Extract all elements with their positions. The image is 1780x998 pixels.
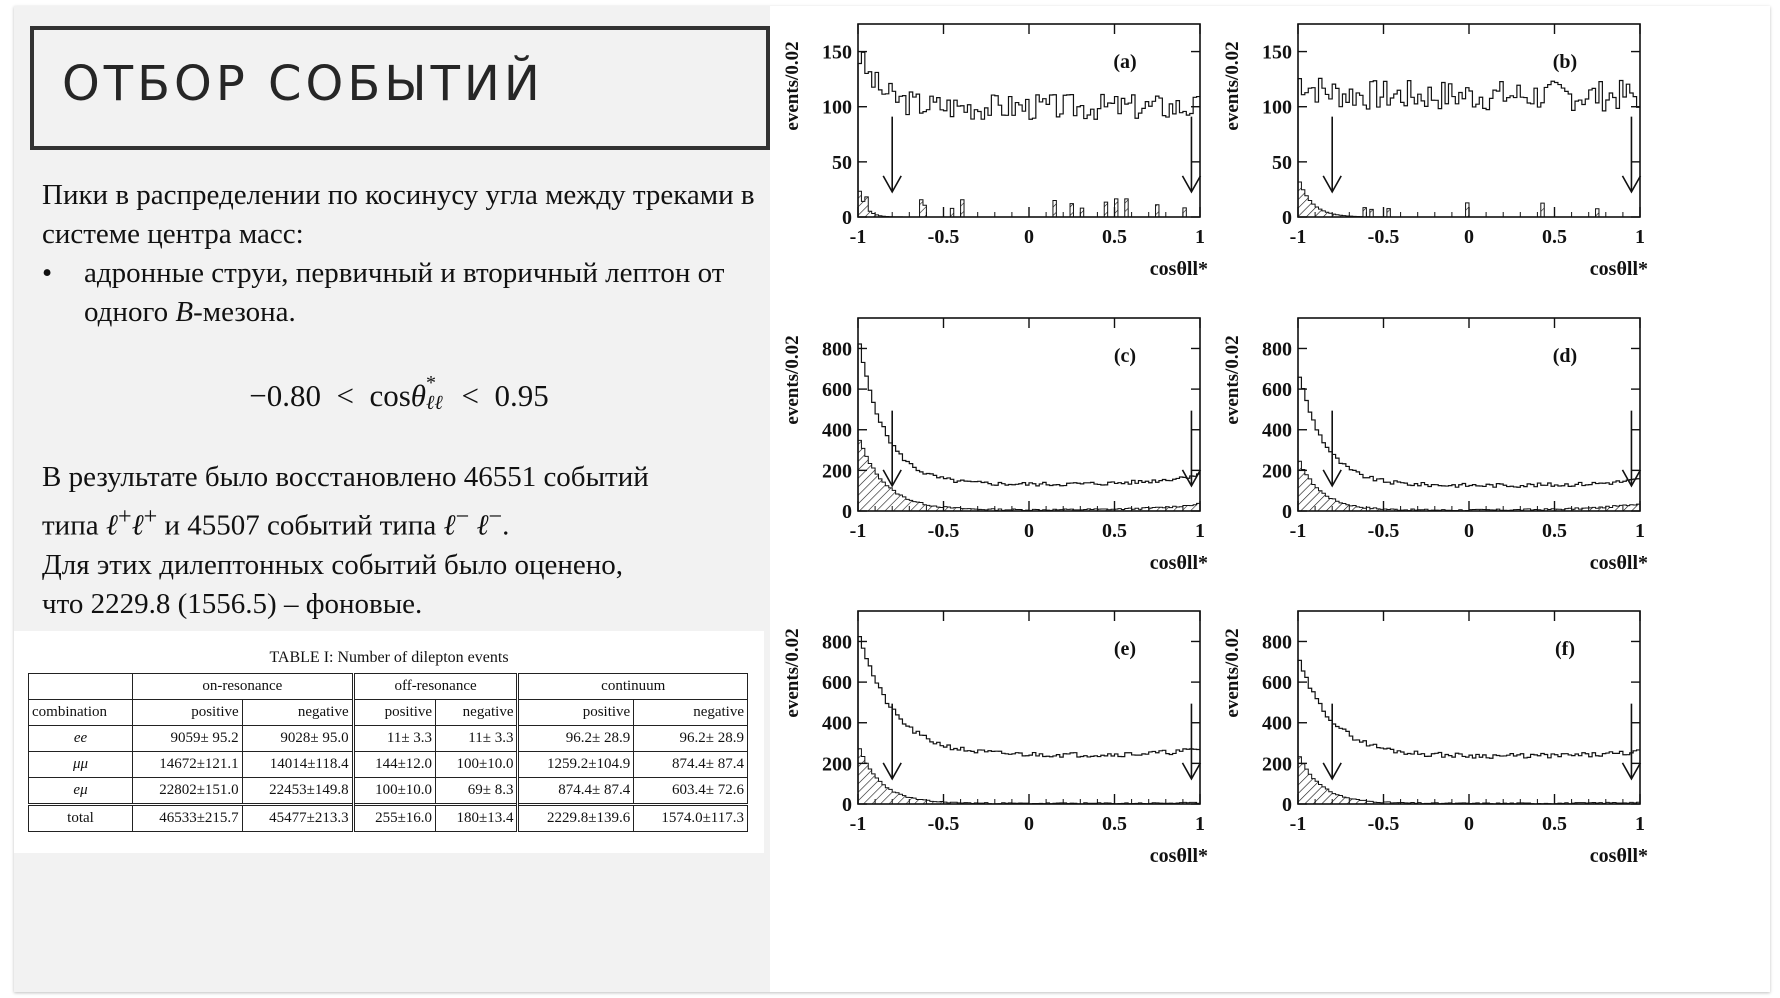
table-cell: 14014±118.4	[242, 752, 353, 778]
dilepton-table	[28, 673, 748, 832]
x-tick-label: 1	[1635, 226, 1645, 248]
y-tick-label: 800	[1262, 631, 1292, 654]
table-row-total	[29, 805, 748, 832]
x-tick-label: 1	[1195, 226, 1205, 248]
intro-paragraph: Пики в распределении по косинусу угла между треками в системе центра масс:	[42, 179, 755, 250]
table-cell: 96.2± 28.9	[634, 726, 748, 752]
plot-frame	[858, 611, 1200, 804]
slide	[14, 6, 1770, 992]
lepton-symbol: ℓ	[476, 509, 489, 542]
table-cell: 45477±213.3	[242, 805, 353, 832]
histogram-svg	[770, 6, 1770, 992]
y-tick-label: 200	[822, 753, 852, 776]
y-tick-label: 400	[1262, 712, 1292, 735]
group-header-continuum: continuum	[518, 674, 748, 700]
x-tick-label: 1	[1195, 520, 1205, 542]
x-tick-label: -1	[849, 813, 867, 835]
table-cell: 1259.2±104.9	[518, 752, 634, 778]
bullet-mark: •	[42, 257, 53, 289]
result-line-2	[42, 497, 762, 546]
result-line-2-c: .	[502, 509, 510, 542]
x-tick-label: 0	[1024, 813, 1034, 835]
plot-frame	[1298, 611, 1640, 804]
y-tick-label: 50	[1272, 151, 1292, 174]
background-histogram	[858, 440, 1200, 511]
table-cell: 22802±151.0	[133, 778, 243, 805]
sub-header: negative	[634, 700, 748, 726]
row-label: eμ	[29, 778, 133, 805]
formula-theta: θ	[410, 378, 427, 413]
group-header-on-resonance: on-resonance	[133, 674, 354, 700]
y-axis-label: events/0.02	[1222, 335, 1243, 425]
table-cell: 255±16.0	[353, 805, 435, 832]
x-tick-label: -0.5	[927, 226, 960, 248]
y-tick-label: 400	[822, 419, 852, 442]
sub-header: positive	[133, 700, 243, 726]
bullet-var: B	[175, 296, 194, 328]
x-tick-label: -1	[849, 226, 867, 248]
x-tick-label: 0	[1464, 226, 1474, 248]
x-tick-label: -1	[1289, 520, 1307, 542]
plot-frame	[1298, 318, 1640, 511]
row-label: total	[29, 805, 133, 832]
y-tick-label: 100	[822, 96, 852, 119]
x-axis-label: cosθll*	[1589, 258, 1648, 280]
row-label: ee	[29, 726, 133, 752]
y-tick-label: 200	[822, 460, 852, 483]
y-tick-label: 200	[1262, 753, 1292, 776]
y-axis-label: events/0.02	[782, 335, 803, 425]
table-cell: 874.4± 87.4	[518, 778, 634, 805]
table-cell: 11± 3.3	[353, 726, 435, 752]
y-tick-label: 400	[822, 712, 852, 735]
histogram-figure	[770, 6, 1770, 992]
table-row	[29, 778, 748, 805]
x-tick-label: 0.5	[1542, 520, 1567, 542]
title-box	[30, 26, 770, 150]
sub-header: negative	[436, 700, 518, 726]
x-tick-label: 0.5	[1542, 226, 1567, 248]
panel-label: (e)	[1113, 638, 1137, 660]
y-tick-label: 0	[1282, 794, 1292, 816]
x-axis-label: cosθll*	[1589, 552, 1648, 574]
lepton-symbol: ℓ	[443, 509, 456, 542]
panel-label: (c)	[1113, 345, 1137, 367]
x-tick-label: 1	[1635, 520, 1645, 542]
data-histogram	[858, 52, 1200, 217]
bullet-text-pre: адронные струи, первичный и вторичный лептон от одного	[84, 257, 725, 328]
y-tick-label: 50	[832, 151, 852, 174]
table-cell: 100±10.0	[436, 752, 518, 778]
y-tick-label: 600	[1262, 379, 1292, 402]
table-group-header-row	[29, 674, 748, 700]
x-tick-label: 0.5	[1102, 520, 1127, 542]
table-cell: 11± 3.3	[436, 726, 518, 752]
y-tick-label: 400	[1262, 419, 1292, 442]
y-tick-label: 0	[842, 501, 852, 523]
result-line-4: что 2229.8 (1556.5) – фоновые.	[42, 587, 423, 620]
formula-right: 0.95	[494, 378, 549, 413]
table-cell: 180±13.4	[436, 805, 518, 832]
x-tick-label: -0.5	[1367, 813, 1400, 835]
result-line-2-b: и 45507 событий типа	[157, 509, 444, 542]
y-tick-label: 100	[1262, 96, 1292, 119]
x-tick-label: -0.5	[927, 813, 960, 835]
table-row	[29, 726, 748, 752]
x-axis-label: cosθll*	[1149, 258, 1208, 280]
data-histogram	[858, 637, 1200, 804]
bullet-text-post: -мезона.	[193, 296, 296, 328]
x-tick-label: -0.5	[1367, 226, 1400, 248]
histogram-panel	[782, 24, 1208, 280]
x-tick-label: -0.5	[927, 520, 960, 542]
charge-sup: −	[455, 503, 470, 530]
cut-formula	[14, 371, 784, 414]
panel-label: (a)	[1113, 51, 1137, 73]
bullet-text	[84, 254, 762, 332]
table-sub-header-row	[29, 700, 748, 726]
x-axis-label: cosθll*	[1589, 845, 1648, 867]
table-cell: 9028± 95.0	[242, 726, 353, 752]
x-tick-label: 0	[1464, 813, 1474, 835]
y-tick-label: 800	[1262, 338, 1292, 361]
y-tick-label: 150	[822, 41, 852, 64]
table-cell: 603.4± 72.6	[634, 778, 748, 805]
table-cell: 46533±215.7	[133, 805, 243, 832]
panel-label: (d)	[1552, 345, 1578, 367]
x-tick-label: 0.5	[1102, 813, 1127, 835]
charge-sup: −	[488, 503, 503, 530]
formula-lt1: <	[336, 378, 354, 413]
formula-sup: *	[426, 371, 437, 394]
y-axis-label: events/0.02	[782, 41, 803, 131]
y-tick-label: 600	[822, 672, 852, 695]
x-tick-label: -1	[1289, 226, 1307, 248]
x-tick-label: -0.5	[1367, 520, 1400, 542]
formula-cos: cos	[369, 378, 411, 413]
sub-header: negative	[242, 700, 353, 726]
table-cell: 14672±121.1	[133, 752, 243, 778]
y-axis-label: events/0.02	[782, 628, 803, 718]
formula-sub: ℓℓ	[426, 391, 443, 414]
bullet-item	[42, 254, 762, 332]
panel-label: (b)	[1552, 51, 1578, 73]
y-tick-label: 150	[1262, 41, 1292, 64]
result-line-2-a: типа	[42, 509, 106, 542]
histogram-panel	[782, 611, 1208, 867]
lepton-symbol: ℓ	[105, 509, 118, 542]
plot-frame	[858, 24, 1200, 217]
data-histogram	[1298, 660, 1640, 804]
lepton-symbol: ℓ	[131, 509, 144, 542]
y-tick-label: 800	[822, 338, 852, 361]
y-tick-label: 200	[1262, 460, 1292, 483]
table-cell: 100±10.0	[353, 778, 435, 805]
x-tick-label: 0.5	[1102, 226, 1127, 248]
histogram-panel	[1222, 24, 1648, 280]
y-tick-label: 0	[1282, 207, 1292, 229]
table-cell: 22453±149.8	[242, 778, 353, 805]
y-tick-label: 0	[1282, 501, 1292, 523]
group-header-off-resonance: off-resonance	[353, 674, 518, 700]
table-cell: 2229.8±139.6	[518, 805, 634, 832]
sub-header: positive	[353, 700, 435, 726]
x-tick-label: -1	[1289, 813, 1307, 835]
panel-label: (f)	[1555, 638, 1575, 660]
data-histogram	[1298, 377, 1640, 511]
intro-text-block	[42, 176, 762, 332]
slide-title: ОТБОР СОБЫТИЙ	[62, 56, 544, 112]
sub-header: positive	[518, 700, 634, 726]
row-label: μμ	[29, 752, 133, 778]
result-line-1: В результате было восстановлено 46551 событий	[42, 461, 649, 493]
combination-header: combination	[29, 700, 133, 726]
formula-lt2: <	[461, 378, 479, 413]
table-cell: 1574.0±117.3	[634, 805, 748, 832]
table-cell: 69± 8.3	[436, 778, 518, 805]
x-tick-label: 0	[1464, 520, 1474, 542]
y-axis-label: events/0.02	[1222, 628, 1243, 718]
x-tick-label: 1	[1635, 813, 1645, 835]
x-axis-label: cosθll*	[1149, 552, 1208, 574]
charge-sup: +	[143, 503, 158, 530]
x-tick-label: -1	[849, 520, 867, 542]
y-tick-label: 800	[822, 631, 852, 654]
table-cell: 144±12.0	[353, 752, 435, 778]
data-histogram	[1298, 78, 1640, 217]
table-figure	[14, 631, 764, 853]
x-tick-label: 1	[1195, 813, 1205, 835]
result-line-3: Для этих дилептонных событий было оценено,	[42, 548, 624, 581]
charge-sup: +	[117, 503, 132, 530]
table-row	[29, 752, 748, 778]
y-axis-label: events/0.02	[1222, 41, 1243, 131]
data-histogram	[858, 344, 1200, 511]
formula-left: −0.80	[249, 378, 321, 413]
y-tick-label: 0	[842, 207, 852, 229]
x-axis-label: cosθll*	[1149, 845, 1208, 867]
table-cell: 96.2± 28.9	[518, 726, 634, 752]
histogram-panel	[1222, 318, 1648, 574]
table-cell: 874.4± 87.4	[634, 752, 748, 778]
plot-frame	[1298, 24, 1640, 217]
histogram-panel	[782, 318, 1208, 574]
result-text-block	[42, 458, 762, 624]
x-tick-label: 0	[1024, 226, 1034, 248]
y-tick-label: 600	[1262, 672, 1292, 695]
x-tick-label: 0	[1024, 520, 1034, 542]
histogram-panel	[1222, 611, 1648, 867]
y-tick-label: 0	[842, 794, 852, 816]
table-cell: 9059± 95.2	[133, 726, 243, 752]
y-tick-label: 600	[822, 379, 852, 402]
table-caption: TABLE I: Number of dilepton events	[269, 649, 509, 666]
table-corner-cell	[29, 674, 133, 700]
x-tick-label: 0.5	[1542, 813, 1567, 835]
